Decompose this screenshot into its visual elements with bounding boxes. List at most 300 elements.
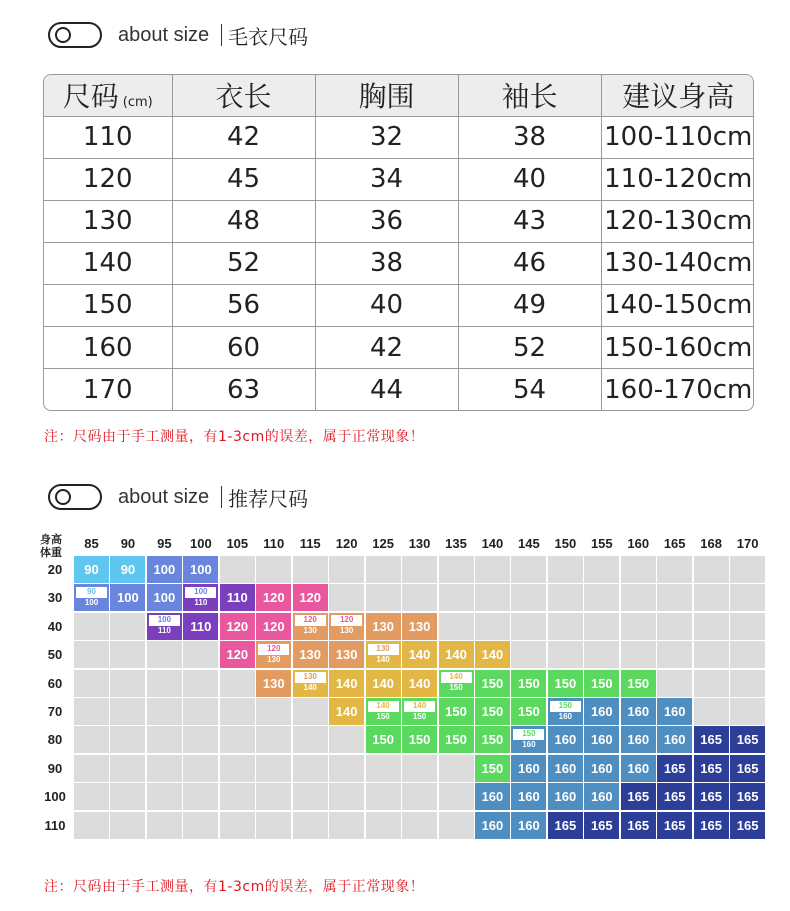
size-table-row — [44, 369, 754, 410]
grid-cell-size: 150 — [402, 726, 437, 753]
grid-cell-size: 160 — [548, 755, 583, 782]
split-size-label: 100 — [84, 597, 99, 607]
size-table — [43, 74, 754, 411]
grid-cell-empty — [439, 812, 474, 839]
grid-cell-size: 165 — [730, 812, 765, 839]
cell-size: 120 — [44, 158, 172, 200]
split-size-label: 130 — [368, 644, 399, 655]
toggle-icon — [48, 484, 102, 510]
grid-cell-size: 160 — [584, 726, 619, 753]
height-header: 130 — [408, 536, 431, 551]
grid-cell-empty — [183, 726, 218, 753]
grid-cell-size: 160 — [657, 726, 692, 753]
grid-cell-empty — [694, 641, 729, 668]
weight-header: 100 — [44, 789, 66, 805]
grid-cell-empty — [293, 755, 328, 782]
grid-cell-size: 160 — [584, 783, 619, 810]
grid-cell-size: 160 — [511, 783, 546, 810]
grid-cell-split — [147, 613, 182, 640]
cell-sleeve: 43 — [458, 200, 601, 242]
grid-cell-empty — [220, 783, 255, 810]
cell-length: 42 — [172, 116, 315, 158]
grid-cell-empty — [439, 755, 474, 782]
grid-cell-size: 165 — [730, 726, 765, 753]
grid-cell-empty — [110, 755, 145, 782]
grid-cell-empty — [694, 670, 729, 697]
grid-cell-empty — [329, 584, 364, 611]
header-length: 衣长 — [172, 75, 315, 116]
grid-cell-size: 150 — [475, 726, 510, 753]
cell-length: 63 — [172, 369, 315, 410]
grid-cell-empty — [548, 613, 583, 640]
grid-cell-empty — [366, 755, 401, 782]
grid-cell-size: 100 — [147, 584, 182, 611]
grid-cell-empty — [293, 556, 328, 583]
grid-cell-size: 100 — [147, 556, 182, 583]
grid-cell-split — [74, 584, 109, 611]
grid-cell-size: 140 — [475, 641, 510, 668]
grid-cell-size: 165 — [657, 755, 692, 782]
cell-height: 160-170cm — [601, 369, 754, 410]
cell-size: 110 — [44, 116, 172, 158]
grid-cell-empty — [402, 755, 437, 782]
grid-cell-empty — [183, 755, 218, 782]
grid-cell-size: 140 — [402, 670, 437, 697]
weight-header: 70 — [47, 704, 63, 719]
grid-cell-empty — [621, 641, 656, 668]
grid-cell-empty — [584, 641, 619, 668]
grid-cell-empty — [730, 698, 765, 725]
grid-cell-empty — [366, 556, 401, 583]
height-header: 145 — [518, 536, 540, 551]
grid-cell-empty — [74, 613, 109, 640]
cell-height: 100-110cm — [601, 116, 754, 158]
grid-cell-size: 150 — [621, 670, 656, 697]
grid-cell-empty — [511, 556, 546, 583]
grid-cell-empty — [402, 783, 437, 810]
grid-cell-empty — [511, 613, 546, 640]
grid-cell-empty — [621, 556, 656, 583]
grid-cell-empty — [256, 698, 291, 725]
recommend-size-grid — [40, 521, 768, 846]
grid-cell-empty — [329, 755, 364, 782]
split-size-label: 110 — [157, 626, 171, 636]
grid-cell-empty — [256, 783, 291, 810]
grid-cell-empty — [147, 698, 182, 725]
section-title-en: about size — [118, 23, 210, 46]
grid-cell-empty — [147, 812, 182, 839]
grid-cell-empty — [584, 584, 619, 611]
cell-chest: 36 — [315, 200, 458, 242]
grid-cell-size: 150 — [475, 670, 510, 697]
height-header: 165 — [663, 536, 686, 551]
grid-cell-empty — [730, 670, 765, 697]
grid-cell-size: 165 — [694, 755, 729, 782]
grid-cell-size: 160 — [475, 812, 510, 839]
grid-cell-empty — [220, 556, 255, 583]
grid-cell-empty — [329, 556, 364, 583]
grid-cell-size: 100 — [110, 584, 145, 611]
grid-cell-empty — [730, 613, 765, 640]
split-size-label: 90 — [76, 587, 107, 598]
grid-cell-empty — [439, 556, 474, 583]
cell-length: 60 — [172, 326, 315, 368]
grid-cell-empty — [730, 556, 765, 583]
cell-length: 52 — [172, 242, 315, 284]
grid-cell-empty — [730, 584, 765, 611]
grid-cell-size: 165 — [694, 812, 729, 839]
header-height: 建议身高 — [601, 75, 754, 116]
grid-cell-split — [293, 613, 328, 640]
weight-header: 110 — [44, 817, 66, 833]
grid-cell-split — [511, 726, 546, 753]
grid-cell-size: 110 — [220, 584, 255, 611]
weight-header: 40 — [47, 618, 63, 634]
grid-cell-size: 140 — [329, 670, 364, 697]
grid-cell-empty — [220, 755, 255, 782]
grid-cell-empty — [657, 556, 692, 583]
cell-size: 130 — [44, 200, 172, 242]
grid-cell-size: 150 — [439, 726, 474, 753]
grid-cell-empty — [439, 584, 474, 611]
grid-cell-size: 130 — [256, 670, 291, 697]
grid-cell-size: 130 — [402, 613, 437, 640]
grid-cell-empty — [74, 755, 109, 782]
grid-cell-empty — [366, 812, 401, 839]
grid-cell-size: 120 — [293, 584, 328, 611]
grid-corner-label: 身高 体重 — [40, 533, 62, 559]
grid-cell-empty — [439, 783, 474, 810]
split-size-label: 160 — [522, 739, 536, 749]
grid-cell-split — [439, 670, 474, 697]
grid-cell-size: 165 — [730, 755, 765, 782]
grid-cell-empty — [657, 584, 692, 611]
grid-cell-empty — [220, 698, 255, 725]
grid-cell-size: 160 — [584, 698, 619, 725]
grid-cell-empty — [220, 670, 255, 697]
cell-chest: 34 — [315, 158, 458, 200]
size-section-header — [48, 20, 308, 50]
grid-cell-size: 165 — [584, 812, 619, 839]
divider — [221, 486, 222, 508]
split-size-label: 100 — [185, 587, 216, 598]
grid-cell-empty — [657, 670, 692, 697]
grid-cell-empty — [220, 812, 255, 839]
grid-cell-size: 110 — [183, 613, 218, 640]
weight-header: 60 — [47, 675, 63, 691]
cell-height: 130-140cm — [601, 242, 754, 284]
grid-cell-size: 130 — [329, 641, 364, 668]
grid-cell-empty — [110, 670, 145, 697]
grid-cell-empty — [220, 726, 255, 753]
grid-cell-size: 165 — [548, 812, 583, 839]
grid-cell-empty — [548, 641, 583, 668]
cell-size: 170 — [44, 369, 172, 410]
grid-cell-empty — [110, 698, 145, 725]
grid-cell-empty — [74, 783, 109, 810]
grid-cell-empty — [511, 641, 546, 668]
grid-cell-size: 120 — [220, 641, 255, 668]
cell-size: 150 — [44, 284, 172, 326]
grid-cell-size: 165 — [694, 726, 729, 753]
size-table-row — [44, 284, 754, 326]
grid-cell-empty — [293, 698, 328, 725]
grid-cell-empty — [548, 556, 583, 583]
grid-cell-empty — [329, 726, 364, 753]
cell-height: 110-120cm — [601, 158, 754, 200]
size-table-row — [44, 158, 754, 200]
section-title-cn: 推荐尺码 — [228, 486, 309, 511]
grid-cell-empty — [475, 556, 510, 583]
grid-cell-size: 120 — [256, 584, 291, 611]
split-size-label: 150 — [550, 701, 581, 712]
grid-cell-size: 150 — [439, 698, 474, 725]
cell-length: 45 — [172, 158, 315, 200]
grid-cell-empty — [147, 670, 182, 697]
cell-sleeve: 40 — [458, 158, 601, 200]
grid-cell-size: 140 — [439, 641, 474, 668]
split-size-label: 130 — [339, 626, 354, 636]
grid-cell-split — [402, 698, 437, 725]
cell-length: 48 — [172, 200, 315, 242]
grid-cell-empty — [475, 613, 510, 640]
grid-cell-empty — [183, 698, 218, 725]
split-size-label: 150 — [449, 683, 463, 693]
split-size-label: 150 — [412, 711, 427, 721]
size-table-row — [44, 242, 754, 284]
height-header: 125 — [372, 536, 394, 551]
grid-cell-empty — [329, 812, 364, 839]
header-sleeve: 袖长 — [458, 75, 601, 116]
grid-cell-empty — [694, 556, 729, 583]
grid-cell-size: 140 — [329, 698, 364, 725]
height-header: 155 — [590, 536, 613, 551]
split-size-label: 110 — [194, 597, 208, 607]
cell-size: 140 — [44, 242, 172, 284]
grid-cell-empty — [584, 556, 619, 583]
grid-cell-size: 160 — [621, 755, 656, 782]
grid-cell-empty — [621, 584, 656, 611]
split-size-label: 140 — [376, 654, 390, 664]
cell-height: 140-150cm — [601, 284, 754, 326]
height-header: 170 — [736, 536, 759, 551]
cell-chest: 32 — [315, 116, 458, 158]
grid-cell-size: 165 — [657, 812, 692, 839]
split-size-label: 140 — [368, 701, 399, 712]
split-size-label: 150 — [376, 711, 390, 721]
size-table-row — [44, 326, 754, 368]
grid-cell-empty — [293, 783, 328, 810]
grid-cell-empty — [621, 613, 656, 640]
grid-cell-empty — [366, 584, 401, 611]
grid-cell-size: 90 — [74, 556, 109, 583]
grid-cell-empty — [147, 755, 182, 782]
weight-header: 20 — [47, 562, 63, 577]
height-header: 168 — [700, 536, 722, 551]
grid-cell-empty — [74, 726, 109, 753]
grid-cell-empty — [694, 613, 729, 640]
grid-cell-empty — [74, 812, 109, 839]
recommend-section-header — [48, 482, 308, 512]
weight-header: 90 — [47, 760, 63, 776]
cell-sleeve: 52 — [458, 326, 601, 368]
split-size-label: 130 — [303, 626, 317, 636]
height-header: 95 — [157, 536, 172, 551]
grid-cell-split — [329, 613, 364, 640]
split-size-label: 120 — [331, 615, 362, 626]
grid-cell-empty — [147, 783, 182, 810]
height-header: 90 — [120, 536, 136, 551]
section-title-en: about size — [118, 485, 210, 508]
grid-cell-empty — [147, 726, 182, 753]
grid-cell-empty — [74, 641, 109, 668]
grid-cell-empty — [475, 584, 510, 611]
grid-cell-size: 150 — [366, 726, 401, 753]
cell-sleeve: 38 — [458, 116, 601, 158]
grid-cell-empty — [402, 812, 437, 839]
grid-cell-size: 150 — [475, 698, 510, 725]
size-table-row — [44, 200, 754, 242]
grid-cell-empty — [183, 670, 218, 697]
split-size-label: 140 — [404, 701, 435, 712]
split-size-label: 130 — [267, 654, 281, 664]
grid-cell-empty — [110, 726, 145, 753]
split-size-label: 150 — [513, 729, 544, 740]
section-title-cn: 毛衣尺码 — [228, 24, 309, 49]
divider — [221, 24, 222, 46]
grid-cell-size: 160 — [511, 755, 546, 782]
grid-cell-split — [256, 641, 291, 668]
cell-sleeve: 49 — [458, 284, 601, 326]
grid-cell-empty — [293, 726, 328, 753]
grid-cell-empty — [694, 584, 729, 611]
split-size-label: 140 — [441, 672, 472, 683]
grid-cell-empty — [657, 641, 692, 668]
cell-sleeve: 54 — [458, 369, 601, 410]
split-size-label: 160 — [558, 711, 573, 721]
height-header: 115 — [299, 536, 321, 551]
grid-cell-empty — [147, 641, 182, 668]
height-header: 110 — [263, 536, 285, 551]
grid-cell-empty — [511, 584, 546, 611]
grid-cell-split — [366, 698, 401, 725]
grid-cell-empty — [74, 670, 109, 697]
grid-cell-empty — [74, 698, 109, 725]
grid-cell-size: 165 — [657, 783, 692, 810]
height-header: 140 — [481, 536, 504, 551]
grid-cell-empty — [694, 698, 729, 725]
cell-height: 150-160cm — [601, 326, 754, 368]
toggle-icon — [48, 22, 102, 48]
cell-size: 160 — [44, 326, 172, 368]
grid-cell-empty — [584, 613, 619, 640]
grid-cell-size: 160 — [657, 698, 692, 725]
weight-header: 50 — [47, 647, 63, 663]
grid-cell-empty — [329, 783, 364, 810]
split-size-label: 120 — [295, 615, 326, 626]
grid-cell-size: 130 — [293, 641, 328, 668]
measurement-note-bottom: 注：尺码由于手工测量，有1-3cm的误差，属于正常现象！ — [44, 879, 425, 895]
grid-cell-size: 165 — [730, 783, 765, 810]
cell-length: 56 — [172, 284, 315, 326]
grid-cell-size: 160 — [621, 726, 656, 753]
grid-cell-size: 120 — [220, 613, 255, 640]
weight-header: 80 — [47, 732, 63, 748]
grid-cell-empty — [256, 812, 291, 839]
grid-cell-empty — [183, 783, 218, 810]
grid-cell-empty — [402, 584, 437, 611]
grid-cell-size: 165 — [621, 812, 656, 839]
grid-cell-empty — [402, 556, 437, 583]
grid-cell-size: 160 — [584, 755, 619, 782]
grid-cell-empty — [657, 613, 692, 640]
size-table-header-row — [44, 75, 754, 116]
grid-cell-empty — [256, 726, 291, 753]
grid-cell-empty — [730, 641, 765, 668]
cell-sleeve: 46 — [458, 242, 601, 284]
grid-cell-size: 100 — [183, 556, 218, 583]
grid-cell-size: 160 — [548, 726, 583, 753]
grid-cell-size: 130 — [366, 613, 401, 640]
grid-cell-size: 160 — [475, 783, 510, 810]
grid-cell-split — [366, 641, 401, 668]
height-header: 100 — [189, 536, 212, 551]
grid-cell-size: 160 — [548, 783, 583, 810]
split-size-label: 130 — [295, 672, 326, 683]
height-header: 120 — [335, 536, 358, 551]
grid-cell-empty — [366, 783, 401, 810]
cell-chest: 44 — [315, 369, 458, 410]
grid-cell-size: 90 — [110, 556, 145, 583]
grid-cell-split — [548, 698, 583, 725]
split-size-label: 100 — [149, 615, 180, 626]
cell-chest: 42 — [315, 326, 458, 368]
grid-cell-size: 120 — [256, 613, 291, 640]
grid-cell-empty — [110, 812, 145, 839]
grid-cell-size: 150 — [511, 670, 546, 697]
grid-cell-empty — [256, 556, 291, 583]
grid-cell-empty — [256, 755, 291, 782]
grid-cell-size: 165 — [621, 783, 656, 810]
weight-header: 30 — [47, 590, 63, 606]
grid-cell-split — [293, 670, 328, 697]
grid-cell-size: 140 — [366, 670, 401, 697]
grid-cell-empty — [548, 584, 583, 611]
grid-cell-size: 165 — [694, 783, 729, 810]
grid-cell-empty — [293, 812, 328, 839]
size-table-row — [44, 116, 754, 158]
measurement-note: 注：尺码由于手工测量，有1-3cm的误差，属于正常现象！ — [44, 429, 425, 445]
header-chest: 胸围 — [315, 75, 458, 116]
height-header: 160 — [627, 536, 650, 551]
grid-cell-empty — [110, 783, 145, 810]
height-header: 150 — [554, 536, 577, 551]
split-size-label: 120 — [258, 644, 289, 655]
split-size-label: 140 — [303, 683, 317, 693]
header-size: 尺码 (cm) — [62, 80, 153, 114]
grid-cell-split — [183, 584, 218, 611]
grid-cell-empty — [110, 641, 145, 668]
grid-cell-empty — [183, 812, 218, 839]
grid-cell-size: 150 — [584, 670, 619, 697]
grid-cell-size: 160 — [511, 812, 546, 839]
cell-chest: 38 — [315, 242, 458, 284]
height-header: 135 — [445, 536, 467, 551]
height-header: 85 — [84, 536, 99, 551]
grid-cell-size: 150 — [511, 698, 546, 725]
grid-cell-empty — [439, 613, 474, 640]
grid-cell-size: 140 — [402, 641, 437, 668]
